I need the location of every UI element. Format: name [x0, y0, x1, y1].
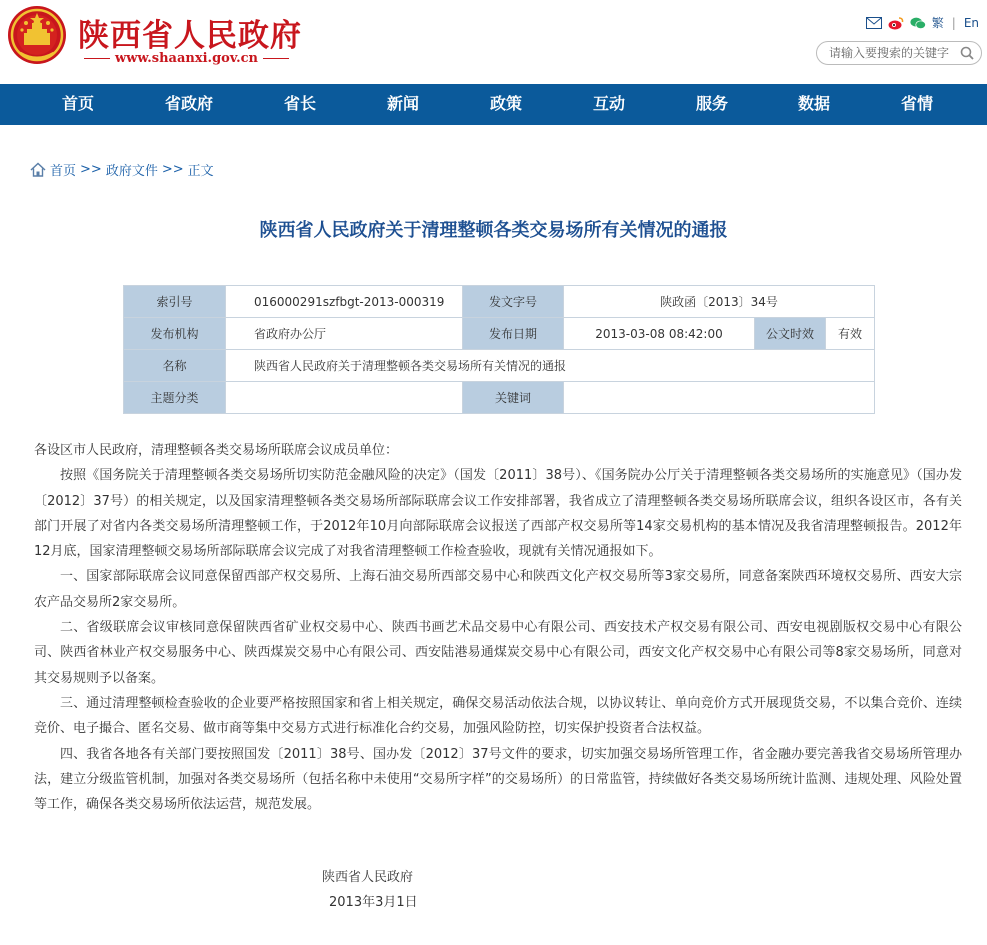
breadcrumb-home[interactable]: 首页 [50, 164, 77, 179]
wechat-icon[interactable] [910, 16, 926, 30]
meta-value: 陕政函〔2013〕34号 [564, 286, 875, 318]
body-paragraph: 四、我省各地各有关部门要按照国发〔2011〕38号、国办发〔2012〕37号文件的要求，切实加强交易场所管理工作，省金融办要完善我省交易场所管理办法，建立分级监管机制，加强对各类交易场所（包括名称中未使用“交易所字样”的交易场所）的日常监管，持续做好各类交易场所统计监测、违规处理、风险处置等工作，确保各类交易场所依法运营，规范发展。 [34, 746, 962, 813]
page-title: 陕西省人民政府关于清理整顿各类交易场所有关情况的通报 [259, 220, 728, 241]
document-meta-table [123, 285, 875, 414]
search-box [816, 41, 982, 65]
meta-value: 016000291szfbgt-2013-000319 [226, 286, 463, 318]
breadcrumb-current: 正文 [187, 164, 214, 179]
body-paragraph: 一、国家部际联席会议同意保留西部产权交易所、上海石油交易所西部交易中心和陕西文化产权交易所等3家交易所，同意备案陕西环境权交易所、西安大宗农产品交易所2家交易所。 [34, 569, 962, 610]
table-row [124, 286, 875, 318]
salutation: 各设区市人民政府，清理整顿各类交易场所联席会议成员单位： [34, 443, 399, 458]
site-title[interactable]: 陕西省人民政府 [78, 18, 302, 54]
weibo-icon[interactable] [888, 16, 904, 30]
meta-label: 名称 [124, 350, 226, 382]
site-url[interactable]: www.shaanxi.gov.cn [115, 51, 258, 66]
search-input[interactable] [829, 45, 954, 60]
meta-value: 省政府办公厅 [226, 318, 463, 350]
meta-value [564, 382, 875, 414]
meta-value: 陕西省人民政府关于清理整顿各类交易场所有关情况的通报 [226, 350, 875, 382]
main-nav [0, 84, 987, 125]
breadcrumb-separator: >> [161, 162, 184, 177]
top-tools [866, 14, 979, 31]
traditional-chinese-link[interactable]: 繁 [931, 16, 944, 30]
breadcrumb-gov-documents[interactable]: 政府文件 [105, 164, 158, 179]
meta-value: 有效 [826, 318, 875, 350]
table-row [124, 318, 875, 350]
meta-label: 关键词 [463, 382, 564, 414]
nav-item-interaction[interactable]: 互动 [592, 94, 625, 113]
separator: | [951, 15, 956, 30]
meta-label: 主题分类 [124, 382, 226, 414]
meta-label: 发布机构 [124, 318, 226, 350]
signature-org: 陕西省人民政府 [322, 870, 414, 885]
table-row [124, 350, 875, 382]
national-emblem-icon [6, 3, 68, 67]
nav-item-services[interactable]: 服务 [695, 94, 728, 113]
body-paragraph: 三、通过清理整顿检查验收的企业要严格按照国家和省上相关规定，确保交易活动依法合规，以协议转让、单向竞价方式开展现货交易，不以集合竞价、连续竞价、电子撮合、匿名交易、做市商等集中交易方式进行标准化合约交易，加强风险防控，切实保护投资者合法权益。 [34, 695, 962, 737]
meta-value [226, 382, 463, 414]
document-body [34, 438, 962, 817]
divider [84, 58, 110, 59]
body-paragraph: 按照《国务院关于清理整顿各类交易场所切实防范金融风险的决定》（国发〔2011〕38号）、《国务院办公厅关于清理整顿各类交易场所的实施意见》（国办发〔2012〕37号）的相关规定，以及国家清理整顿各类交易场所部际联席会议工作安排部署，我省成立了清理整顿各类交易场所联席会议，组织各设区市，各有关部门开展了对省内各类交易场所清理整顿工作，于2012年10月向部际联席会议报送了西部产权交易所等14家交易机构的基本情况及我省清理整顿报告。2012年12月底，国家清理整顿交易场所部际联席会议完成了对我省清理整顿工作检查验收，现就有关情况通报如下。 [34, 468, 962, 560]
breadcrumb [30, 160, 214, 179]
english-link[interactable]: En [963, 15, 979, 30]
signature-date: 2013年3月1日 [329, 895, 418, 910]
nav-item-data[interactable]: 数据 [797, 94, 830, 113]
nav-item-government[interactable]: 省政府 [164, 94, 213, 113]
breadcrumb-separator: >> [80, 162, 102, 177]
site-header [0, 0, 987, 84]
nav-item-policy[interactable]: 政策 [489, 94, 522, 113]
body-paragraph: 二、省级联席会议审核同意保留陕西省矿业权交易中心、陕西书画艺术品交易中心有限公司、西安技术产权交易有限公司、西安电视剧版权交易中心有限公司、陕西省林业产权交易服务中心、陕西煤炭交易中心有限公司、西安陆港易通煤炭交易中心有限公司，西安文化产权交易中心有限公司等8家交易场所，同意对其交易规则予以备案。 [34, 620, 962, 686]
nav-item-home[interactable]: 首页 [61, 94, 94, 113]
divider [263, 58, 289, 59]
search-icon[interactable] [959, 45, 975, 61]
table-row [124, 382, 875, 414]
nav-item-province-info[interactable]: 省情 [900, 94, 933, 113]
meta-label: 索引号 [124, 286, 226, 318]
meta-label: 公文时效 [755, 318, 826, 350]
meta-label: 发布日期 [463, 318, 564, 350]
meta-value: 2013-03-08 08:42:00 [564, 318, 755, 350]
site-url-row [84, 51, 289, 66]
nav-item-governor[interactable]: 省长 [283, 94, 316, 113]
home-icon [30, 162, 46, 177]
meta-label: 发文字号 [463, 286, 564, 318]
mail-icon[interactable] [866, 16, 882, 30]
nav-item-news[interactable]: 新闻 [386, 94, 419, 113]
